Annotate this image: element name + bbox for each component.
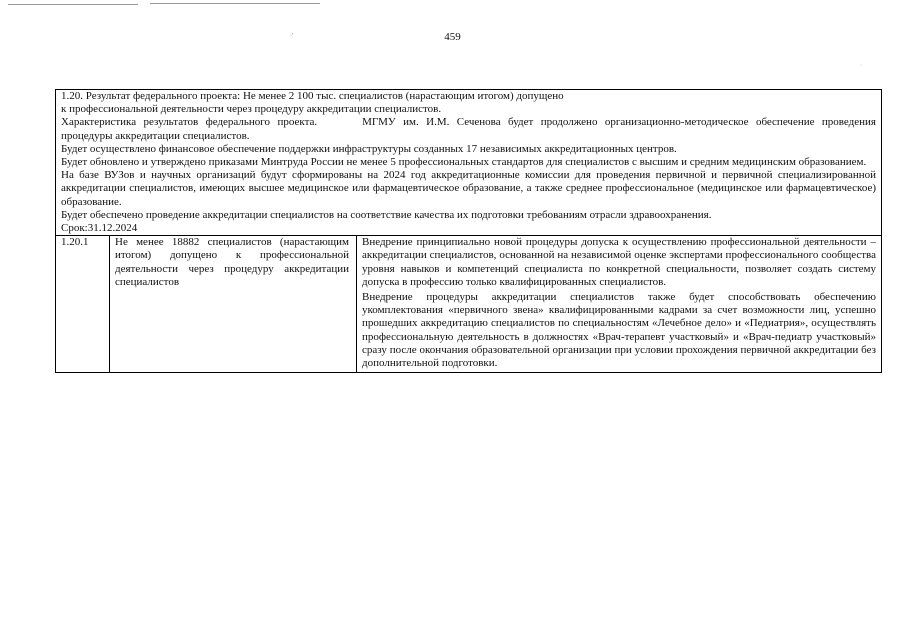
scan-speck: · bbox=[860, 63, 862, 69]
row-number: 1.20.1 bbox=[56, 236, 110, 372]
characteristic-label: Характеристика результатов федерального проекта. bbox=[61, 116, 318, 129]
page-number: 459 bbox=[444, 31, 461, 43]
deadline: Срок:31.12.2024 bbox=[61, 222, 138, 235]
result-title-line1: 1.20. Результат федерального проекта: Не менее 2 100 тыс. специалистов (нарастающим итогом) допущено bbox=[61, 90, 564, 102]
scan-artifact-line bbox=[150, 3, 320, 4]
row-description bbox=[357, 236, 881, 372]
description-paragraph: Внедрение процедуры аккредитации специалистов также будет способствовать обеспечению укомплектования «первичного звена» квалифицированными кадрами за счет возможности лиц, успешно прошедших аккредитацию специалистов по специальностям «Лечебное дело» и «Педиатрия», осуществлять профессиональную деятельность в должностях «Врач-терапевт участковый» и «Врач-педиатр участковый» сразу после окончания образовательной организации при условии прохождения первичной аккредитации без дополнительной подготовки. bbox=[362, 291, 876, 370]
characteristic-text: МГМУ им. И.М. Сеченова будет продолжено организационно-методическое обеспечение проведения процедуры аккредитации специалистов. bbox=[61, 116, 876, 142]
scan-speck: ·' bbox=[290, 33, 294, 39]
header-paragraph: Будет обновлено и утверждено приказами Минтруда России не менее 5 профессиональных стандартов для специалистов с высшим и средним медицинским образованием. bbox=[61, 156, 867, 169]
header-paragraph: Будет обеспечено проведение аккредитации специалистов на соответствие качества их подготовки требованиям отрасли здравоохранения. bbox=[61, 208, 712, 221]
result-header bbox=[56, 90, 881, 235]
result-block bbox=[55, 89, 882, 373]
description-paragraph: Внедрение принципиально новой процедуры допуска к осуществлению профессиональной деятельности – аккредитации специалистов, основанной на независимой оценке экспертами профессионального сообщества уровня навыков и компетенций специалиста по конкретной специальности, позволяет создать систему допуска в профессию только квалифицированных специалистов. bbox=[362, 236, 876, 288]
header-paragraph: На базе ВУЗов и научных организаций будут сформированы на 2024 год аккредитационные комиссии для проведения первичной и первичной специализированной аккредитации специалистов, имеющих высшее медицинское или фармацевтическое образование, а также среднее профессиональное (медицинское или фармацевтическое) образование. bbox=[61, 169, 876, 208]
row-result: Не менее 18882 специалистов (нарастающим итогом) допущено к профессиональной деятельности через процедуру аккредитации специалистов bbox=[110, 236, 357, 372]
table-row bbox=[56, 235, 881, 372]
characteristic bbox=[61, 116, 876, 142]
result-title-line2: к профессиональной деятельности через процедуру аккредитации специалистов. bbox=[61, 103, 442, 116]
scan-artifact-line bbox=[8, 4, 138, 5]
header-paragraph: Будет осуществлено финансовое обеспечение поддержки инфраструктуры созданных 17 независимых аккредитационных центров. bbox=[61, 142, 677, 155]
